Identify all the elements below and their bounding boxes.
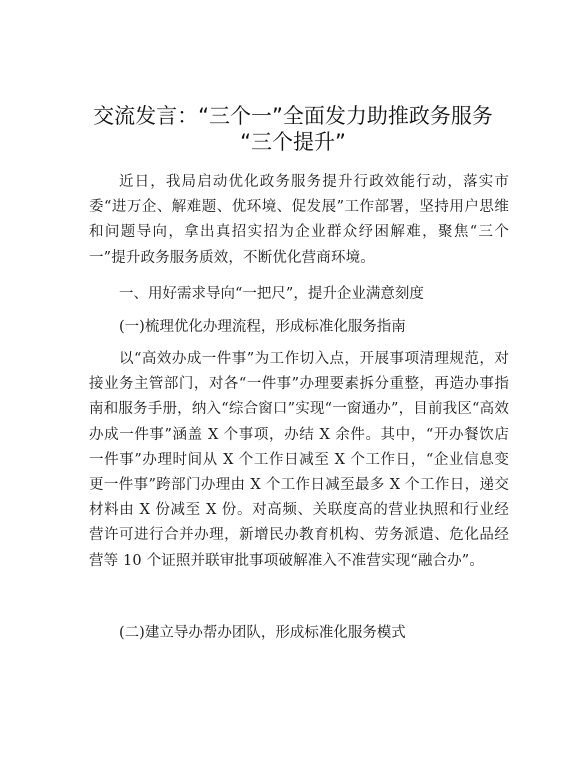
intro-paragraph: 近日，我局启动优化政务服务提升行政效能行动，落实市委“进万企、解难题、优环境、促发展”工作部署，坚持用户思维和问题导向，拿出真招实招为企业群众纾困解难，聚焦“三个一”提升政务服务质效，不断优化营商环境。 bbox=[89, 174, 509, 266]
document-title-line-2: “三个提升” bbox=[240, 130, 346, 154]
document-title-line-1: 交流发言：“三个一”全面发力助推政务服务 bbox=[93, 104, 493, 128]
section-heading-1: 一、用好需求导向“一把尺”，提升企业满意刻度 bbox=[119, 286, 424, 302]
subsection-heading-2: (二)建立导办帮办团队，形成标准化服务模式 bbox=[119, 625, 406, 641]
subsection-heading-1: (一)梳理优化办理流程，形成标准化服务指南 bbox=[119, 319, 406, 335]
body-paragraph-2: 以“高效办成一件事”为工作切入点，开展事项清理规范，对接业务主管部门，对各“一件事”办理要素拆分重整，再造办事指南和服务手册，纳入“综合窗口”实现“一窗通办”，目前我区“高效办成一件事”涵盖 X 个事项，办结 X 余件。其中，“开办餐饮店一件事”办理时间从 X 个工作日减至 X 个工作日，“企业信息变更一件事”跨部门办理由 X 个工作日减至最多 X 个工作日，递交材料由 X 份减至 X 份。对高频、关联度高的营业执照和行业经营许可进行合并办理，新增民办教育机构、劳务派遣、危化品经营等 10 个证照并联审批事项破解准入不准营实现“融合办”。 bbox=[89, 351, 509, 569]
